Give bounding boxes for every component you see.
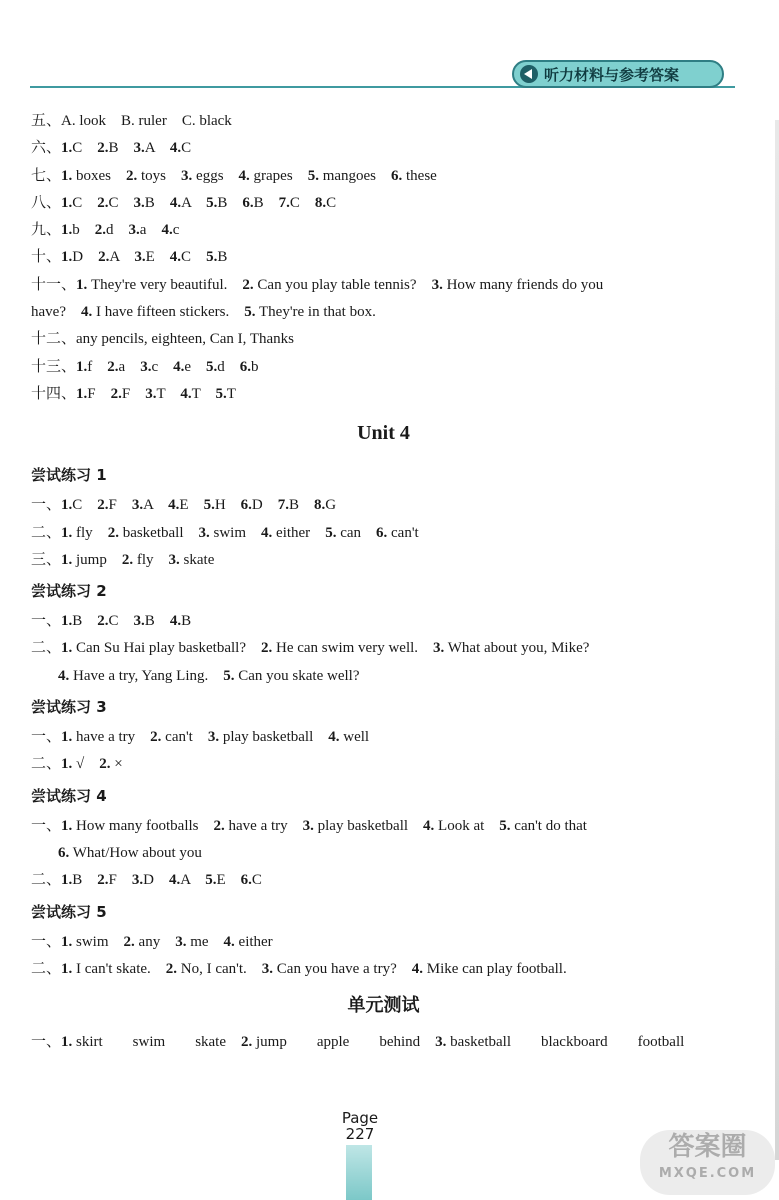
answer-line: [31, 381, 736, 408]
question-number: 4.: [168, 872, 181, 889]
question-number: 3.: [133, 194, 145, 211]
answer-text: T: [226, 385, 236, 402]
question-number: 3.: [261, 960, 274, 977]
unit-title: Unit 4: [357, 422, 410, 445]
question-number: 8.: [314, 497, 326, 514]
answer-text: C: [72, 497, 98, 514]
question-number: 1.: [61, 249, 73, 266]
question-number: 6.: [240, 497, 252, 514]
footer-color-strip: [346, 1145, 372, 1200]
question-number: 2.: [97, 497, 109, 514]
answer-text: B: [72, 872, 98, 889]
answer-text: B: [217, 249, 228, 266]
answer-text: How many footballs: [72, 817, 214, 834]
question-number: 2.: [97, 613, 109, 630]
answer-text: B: [181, 613, 192, 630]
question-number: 1.: [61, 640, 73, 657]
answer-text: C: [72, 140, 98, 157]
answer-text: A: [181, 194, 207, 211]
answer-text: play basketball: [219, 729, 329, 746]
section-title: 尝试练习 5: [31, 902, 107, 921]
question-number: 4.: [223, 933, 235, 950]
answer-text: either: [272, 524, 326, 541]
answer-text: c: [151, 358, 174, 375]
answer-text: can't do that: [510, 817, 587, 834]
question-number: 1.: [76, 385, 88, 402]
answer-text: 一、: [31, 1034, 62, 1051]
answer-text: basketball blackboard football: [446, 1034, 685, 1051]
section-title: 尝试练习 4: [31, 786, 107, 805]
page-number: 227: [345, 1125, 375, 1143]
question-number: 2.: [241, 1034, 253, 1051]
answer-text: these: [402, 167, 437, 184]
answer-text: Can you have a try?: [273, 960, 412, 977]
answer-text: swim: [72, 933, 124, 950]
answer-text: 九、: [31, 222, 62, 239]
question-number: 4.: [411, 960, 424, 977]
answer-text: No, I can't.: [177, 960, 262, 977]
answer-line: [31, 492, 736, 519]
answer-text: √: [72, 756, 100, 773]
answer-text: 二、: [31, 640, 62, 657]
answer-text: G: [325, 497, 337, 514]
question-number: 2.: [123, 933, 135, 950]
question-number: 3.: [431, 276, 443, 293]
question-number: 5.: [499, 817, 511, 834]
question-number: 1.: [61, 960, 73, 977]
answer-text: A: [144, 140, 170, 157]
question-number: 6.: [239, 358, 252, 375]
answer-text: have?: [31, 304, 81, 321]
question-number: 1.: [61, 1034, 73, 1051]
question-number: 7.: [277, 497, 289, 514]
question-number: 5.: [325, 524, 337, 541]
answer-text: b: [251, 358, 259, 375]
answer-text: H: [214, 497, 241, 514]
question-number: 1.: [61, 729, 73, 746]
answer-text: can: [336, 524, 377, 541]
answer-text: b: [72, 222, 95, 239]
question-number: 6.: [242, 194, 254, 211]
question-number: 6.: [391, 167, 403, 184]
answer-line: [31, 299, 736, 326]
question-number: 3.: [133, 613, 145, 630]
answer-text: T: [191, 385, 216, 402]
answer-line: [31, 1029, 736, 1056]
question-number: 1.: [76, 358, 88, 375]
question-number: 1.: [61, 613, 73, 630]
answer-text: 二、: [31, 960, 62, 977]
question-number: 3.: [128, 222, 140, 239]
question-number: 4.: [180, 385, 192, 402]
answer-text: F: [108, 497, 132, 514]
question-number: 2.: [165, 960, 178, 977]
answer-text: 一、: [31, 729, 62, 746]
question-number: 4.: [169, 140, 182, 157]
question-number: 3.: [131, 872, 144, 889]
answer-text: A: [180, 872, 206, 889]
question-number: 4.: [173, 358, 185, 375]
answer-text: I have fifteen stickers.: [92, 304, 245, 321]
question-number: 4.: [58, 667, 70, 684]
answer-text: d: [217, 358, 240, 375]
answer-text: F: [121, 385, 146, 402]
answer-text: can't: [387, 524, 419, 541]
question-number: 4.: [423, 817, 435, 834]
answer-text: 一、: [31, 933, 62, 950]
answer-text: 十、: [31, 249, 62, 266]
answer-line: [31, 635, 736, 662]
answer-text: C: [181, 249, 207, 266]
watermark-logo: [640, 1130, 775, 1195]
answer-text: 十二、any pencils, eighteen, Can I, Thanks: [31, 331, 294, 348]
answer-text: boxes: [72, 167, 127, 184]
answer-text: B: [289, 497, 315, 514]
question-number: 3.: [181, 167, 193, 184]
question-number: 5.: [206, 249, 218, 266]
question-number: 6.: [240, 872, 252, 889]
answer-text: 十三、: [31, 358, 77, 375]
question-number: 3.: [433, 640, 445, 657]
question-number: 1.: [61, 551, 73, 568]
answer-text: C: [108, 613, 134, 630]
watermark-text: 答案圈: [668, 1132, 747, 1162]
answer-text: fly: [72, 524, 108, 541]
question-number: 1.: [61, 933, 73, 950]
answer-text: swim: [209, 524, 262, 541]
question-number: 1.: [61, 817, 73, 834]
answer-text: have a try: [224, 817, 303, 834]
answer-text: What about you, Mike?: [444, 640, 590, 657]
question-number: 2.: [150, 729, 162, 746]
answer-text: ×: [110, 756, 123, 773]
answer-text: F: [87, 385, 111, 402]
answer-text: B: [144, 613, 170, 630]
question-number: 1.: [61, 194, 73, 211]
answer-text: a: [118, 358, 141, 375]
answer-text: T: [156, 385, 181, 402]
question-number: 4.: [168, 497, 180, 514]
question-number: 3.: [133, 140, 145, 157]
unit-test-title: 单元测试: [347, 995, 420, 1017]
section-title: 尝试练习 3: [31, 698, 107, 717]
answer-text: f: [87, 358, 108, 375]
answer-text: C: [251, 872, 262, 889]
answer-text: skate: [179, 551, 215, 568]
answer-line: [31, 354, 736, 381]
question-number: 2.: [97, 194, 109, 211]
question-number: 4.: [261, 524, 273, 541]
answer-text: 十四、: [31, 385, 77, 402]
answer-text: D: [143, 872, 169, 889]
question-number: 5.: [206, 194, 218, 211]
answer-line: [31, 547, 736, 574]
answer-text: toys: [137, 167, 182, 184]
question-number: 4.: [328, 729, 340, 746]
question-number: 3.: [207, 729, 220, 746]
answer-text: They're in that box.: [255, 304, 376, 321]
answer-text: Can Su Hai play basketball?: [72, 640, 261, 657]
answer-text: F: [108, 872, 132, 889]
question-number: 2.: [242, 276, 254, 293]
answer-text: He can swim very well.: [272, 640, 434, 657]
section-title: 尝试练习 2: [31, 582, 107, 601]
answer-line: [31, 163, 736, 190]
page-edge-shadow: [775, 120, 779, 1160]
answer-text: They're very beautiful.: [87, 276, 243, 293]
answer-text: C: [326, 194, 337, 211]
answer-text: 六、: [31, 140, 62, 157]
answer-line: [31, 520, 736, 547]
answer-text: A: [109, 249, 135, 266]
question-number: 3.: [302, 817, 314, 834]
watermark-url: MXQE.COM: [658, 1166, 757, 1181]
question-number: 5.: [223, 667, 235, 684]
question-number: 4.: [238, 167, 250, 184]
answer-text: 七、: [31, 167, 62, 184]
answer-text: fly: [133, 551, 169, 568]
answer-text: I can't skate.: [72, 960, 166, 977]
answer-text: C: [72, 194, 98, 211]
answer-text: 二、: [31, 524, 62, 541]
answer-text: Mike can play football.: [423, 960, 567, 977]
question-number: 3.: [168, 551, 180, 568]
question-number: 2.: [260, 640, 273, 657]
answer-line: [31, 135, 736, 162]
header-badge: [512, 60, 724, 88]
question-number: 3.: [134, 249, 146, 266]
answer-text: d: [106, 222, 129, 239]
answer-text: C: [289, 194, 315, 211]
answer-line: [31, 724, 736, 751]
question-number: 2.: [121, 551, 134, 568]
question-number: 5.: [244, 304, 256, 321]
answer-text: What/How about you: [69, 844, 202, 861]
answer-text: C: [108, 194, 134, 211]
question-number: 4.: [169, 194, 182, 211]
question-number: 3.: [175, 933, 187, 950]
answer-content: [31, 108, 736, 1056]
answer-text: c: [172, 222, 180, 239]
answer-text: me: [186, 933, 224, 950]
question-number: 5.: [203, 497, 215, 514]
answer-text: a: [139, 222, 162, 239]
answer-line: [31, 608, 736, 635]
play-back-icon: [520, 65, 538, 83]
answer-text: E: [179, 497, 204, 514]
answer-line: [31, 929, 736, 956]
question-number: 4.: [80, 304, 93, 321]
answer-text: Can you skate well?: [234, 667, 360, 684]
answer-text: 二、: [31, 756, 62, 773]
question-number: 3.: [198, 524, 210, 541]
question-number: 6.: [376, 524, 388, 541]
answer-text: jump apple behind: [252, 1034, 436, 1051]
answer-line: [31, 272, 736, 299]
question-number: 1.: [61, 167, 73, 184]
answer-text: well: [339, 729, 370, 746]
answer-text: B: [253, 194, 279, 211]
question-number: 1.: [61, 872, 73, 889]
answer-text: any: [134, 933, 176, 950]
answer-text: can't: [161, 729, 208, 746]
answer-text: Have a try, Yang Ling.: [69, 667, 224, 684]
question-number: 1.: [76, 276, 88, 293]
question-number: 4.: [169, 613, 182, 630]
answer-text: B: [72, 613, 98, 630]
question-number: 2.: [126, 167, 138, 184]
answer-text: play basketball: [313, 817, 424, 834]
question-number: 2.: [97, 140, 109, 157]
question-number: 3.: [145, 385, 157, 402]
question-number: 1.: [61, 222, 73, 239]
answer-text: E: [145, 249, 170, 266]
question-number: 1.: [61, 524, 73, 541]
answer-line: [31, 840, 736, 867]
answer-text: have a try: [72, 729, 151, 746]
answer-text: mangoes: [318, 167, 392, 184]
answer-text: 三、: [31, 551, 62, 568]
question-number: 5.: [206, 358, 218, 375]
question-number: 2.: [213, 817, 225, 834]
answer-line: [31, 751, 736, 778]
question-number: 6.: [58, 844, 70, 861]
answer-text: basketball: [118, 524, 199, 541]
answer-text: Look at: [434, 817, 500, 834]
question-number: 4.: [161, 222, 173, 239]
question-number: 2.: [107, 524, 119, 541]
question-number: 2.: [98, 249, 110, 266]
question-number: 2.: [110, 385, 122, 402]
answer-line: [31, 244, 736, 271]
answer-text: A: [143, 497, 169, 514]
question-number: 2.: [99, 756, 111, 773]
answer-text: C: [181, 140, 192, 157]
answer-line: [31, 956, 736, 983]
answer-line: [31, 217, 736, 244]
answer-text: How many friends do you: [442, 276, 604, 293]
answer-text: 八、: [31, 194, 62, 211]
answer-text: 一、: [31, 817, 62, 834]
answer-text: jump: [72, 551, 122, 568]
answer-text: skirt swim skate: [72, 1034, 242, 1051]
answer-text: B: [217, 194, 243, 211]
answer-text: 十一、: [31, 276, 77, 293]
answer-text: D: [72, 249, 99, 266]
answer-line: [31, 190, 736, 217]
question-number: 5.: [215, 385, 227, 402]
header-title: 听力材料与参考答案: [544, 65, 680, 84]
answer-line: [31, 326, 736, 353]
page-number-block: [320, 1110, 400, 1142]
question-number: 5.: [307, 167, 319, 184]
answer-text: eggs: [192, 167, 239, 184]
question-number: 1.: [61, 497, 73, 514]
question-number: 7.: [278, 194, 290, 211]
answer-text: grapes: [249, 167, 308, 184]
question-number: 2.: [107, 358, 119, 375]
question-number: 3.: [140, 358, 152, 375]
answer-line: [31, 813, 736, 840]
page-label: Page: [341, 1109, 379, 1127]
answer-line: [31, 108, 736, 135]
answer-text: B: [144, 194, 170, 211]
question-number: 2.: [94, 222, 107, 239]
answer-text: D: [251, 497, 278, 514]
answer-text: B: [108, 140, 134, 157]
question-number: 3.: [435, 1034, 447, 1051]
question-number: 3.: [131, 497, 144, 514]
question-number: 1.: [61, 140, 73, 157]
answer-line: [31, 663, 736, 690]
question-number: 5.: [205, 872, 217, 889]
answer-text: e: [184, 358, 207, 375]
answer-text: E: [216, 872, 241, 889]
answer-text: either: [234, 933, 273, 950]
answer-line: [31, 867, 736, 894]
answer-text: 二、: [31, 872, 62, 889]
question-number: 1.: [61, 756, 73, 773]
answer-text: 五、A. look B. ruler C. black: [31, 113, 232, 129]
question-number: 8.: [314, 194, 327, 211]
question-number: 2.: [97, 872, 109, 889]
question-number: 4.: [169, 249, 182, 266]
answer-text: Can you play table tennis?: [253, 276, 432, 293]
answer-text: 一、: [31, 613, 62, 630]
answer-text: 一、: [31, 497, 62, 514]
section-title: 尝试练习 1: [31, 466, 107, 485]
